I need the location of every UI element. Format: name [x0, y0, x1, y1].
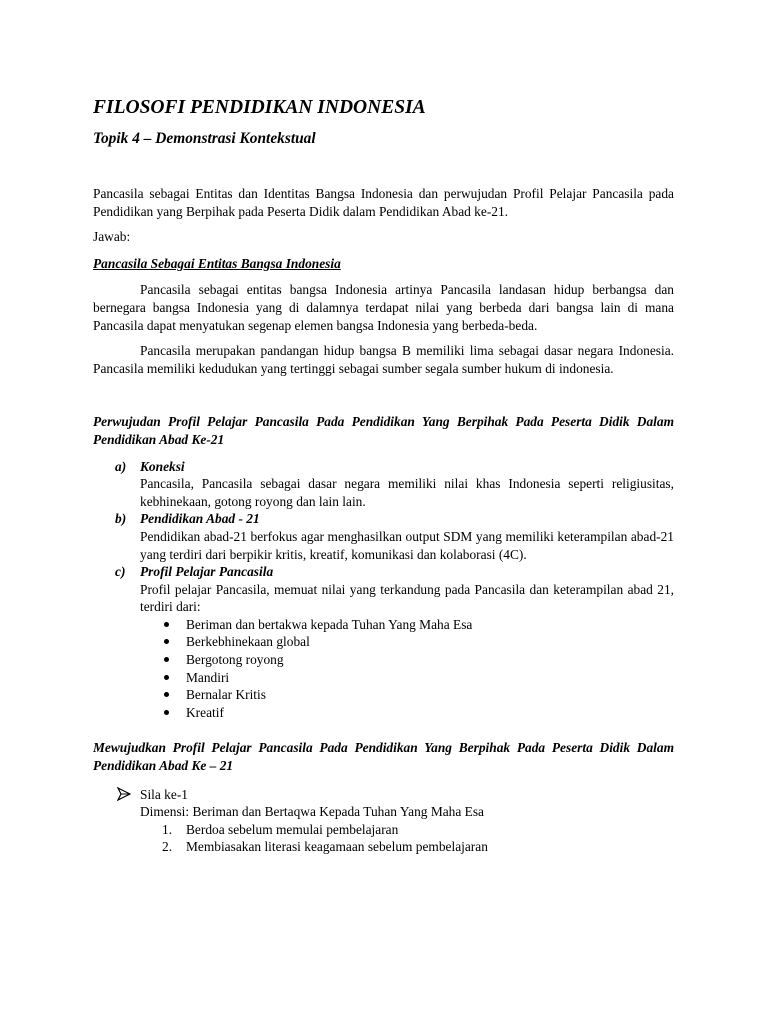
bullet-icon: [164, 710, 169, 715]
numbered-item: 1. Berdoa sebelum memulai pembelajaran: [162, 821, 399, 837]
document-title: FILOSOFI PENDIDIKAN INDONESIA: [93, 97, 426, 118]
bullet-item: Berkebhinekaan global: [140, 633, 674, 651]
list-item-text: Pendidikan abad-21 berfokus agar menghasilkan output SDM yang memiliki keterampilan abad-21 yang terdiri dari berpikir kritis, kreatif, komunikasi dan kolaborasi (4C).: [140, 528, 674, 562]
list-item-koneksi: [93, 458, 674, 511]
section-entitas-heading: Pancasila Sebagai Entitas Bangsa Indonesia: [93, 255, 341, 271]
list-item-text: Pancasila, Pancasila sebagai dasar negara memiliki nilai khas Indonesia seperti religiusitas, kebhinekaan, gotong royong dan lain lain.: [140, 476, 674, 509]
bullet-icon: [164, 622, 169, 627]
bullet-item: Bergotong royong: [140, 651, 674, 669]
list-item-title: Pendidikan Abad - 21: [140, 511, 260, 527]
document-content: [93, 96, 674, 856]
alpha-list: [93, 458, 674, 722]
section-mewujudkan-heading: Mewujudkan Profil Pelajar Pancasila Pada Pendidikan Yang Berpihak Pada Peserta Didik Dalam Pendidikan Abad Ke – 21: [93, 740, 674, 774]
list-item-title: Profil Pelajar Pancasila: [140, 564, 274, 580]
list-marker: c): [115, 564, 126, 580]
bullet-item: Bernalar Kritis: [140, 686, 674, 704]
document-subtitle: Topik 4 – Demonstrasi Kontekstual: [93, 130, 316, 147]
list-marker: a): [115, 458, 127, 474]
answer-label: Jawab:: [93, 229, 131, 245]
section-entitas-paragraph-1: Pancasila sebagai entitas bangsa Indonesia artinya Pancasila landasan hidup berbangsa dan bernegara bangsa Indonesia yang di dalamnya terdapat nilai yang berbeda dari bangsa lain di mana Pancasila dapat menyatukan segenap elemen bangsa Indonesia yang berbeda-beda.: [93, 282, 674, 333]
arrow-bullet-icon: [117, 787, 131, 801]
bullet-icon: [164, 639, 169, 644]
list-item-profil-pelajar: [93, 563, 674, 721]
section-perwujudan-heading: Perwujudan Profil Pelajar Pancasila Pada Pendidikan Yang Berpihak Pada Peserta Didik Dalam Pendidikan Abad Ke-21: [93, 414, 674, 447]
profil-bullet-list: [140, 616, 674, 722]
dimensi-text: Dimensi: Beriman dan Bertaqwa Kepada Tuhan Yang Maha Esa: [140, 804, 485, 820]
list-item-text: Profil pelajar Pancasila, memuat nilai yang terkandung pada Pancasila dan keterampilan abad 21, terdiri dari:: [140, 581, 674, 615]
list-item-pendidikan-abad-21: [93, 510, 674, 563]
bullet-icon: [164, 657, 169, 662]
bullet-item: Beriman dan bertakwa kepada Tuhan Yang Maha Esa: [140, 616, 674, 634]
numbered-item: 2. Membiasakan literasi keagamaan sebelum pembelajaran: [162, 839, 488, 855]
bullet-icon: [164, 675, 169, 680]
list-item-title: Koneksi: [140, 458, 185, 474]
section-entitas-paragraph-2: Pancasila merupakan pandangan hidup bangsa B memiliki lima sebagai dasar negara Indonesia. Pancasila memiliki kedudukan yang tertinggi sebagai sumber segala sumber hukum di indonesia.: [93, 343, 674, 376]
sila-label: Sila ke-1: [140, 786, 188, 802]
bullet-item: Mandiri: [140, 669, 674, 687]
bullet-icon: [164, 692, 169, 697]
number-marker: 1.: [162, 821, 173, 837]
intro-question: Pancasila sebagai Entitas dan Identitas Bangsa Indonesia dan perwujudan Profil Pelajar Pancasila pada Pendidikan yang Berpihak pada Peserta Didik dalam Pendidikan Abad ke-21.: [93, 186, 674, 219]
list-marker: b): [115, 511, 127, 527]
sila-item: [93, 786, 674, 856]
numbered-list: [140, 821, 674, 856]
bullet-item: Kreatif: [140, 704, 674, 722]
number-marker: 2.: [162, 839, 173, 855]
